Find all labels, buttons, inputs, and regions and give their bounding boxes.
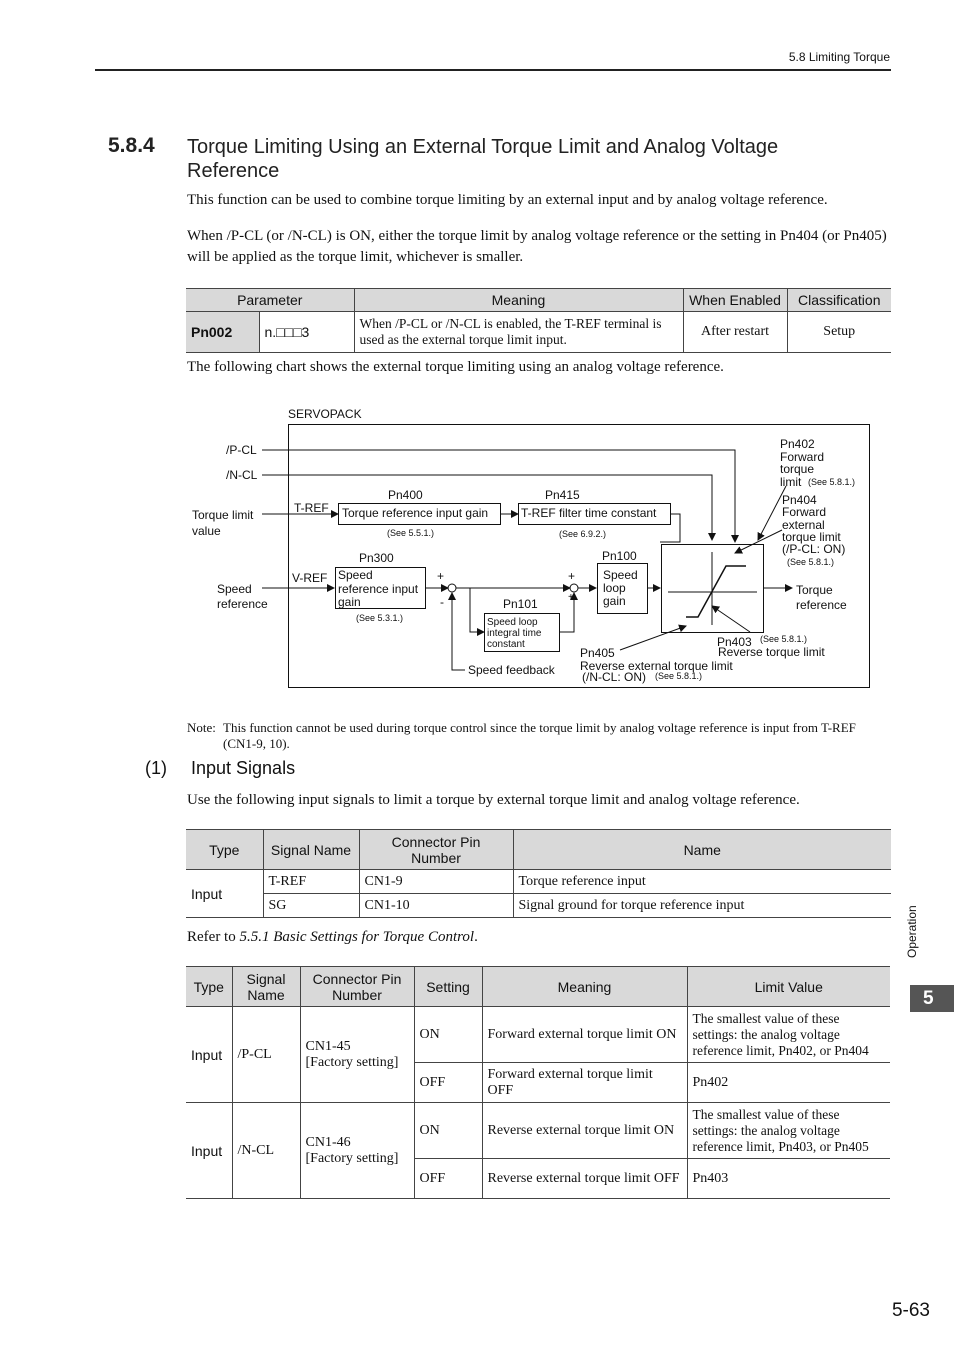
limit-setting: ON — [414, 1103, 482, 1159]
running-header: 5.8 Limiting Torque — [788, 50, 890, 64]
pn402-text-3: limit — [780, 475, 802, 489]
pn402-text-2: torque — [780, 462, 815, 476]
col-header-parameter: Parameter — [186, 289, 354, 312]
pn300-see: (See 5.3.1.) — [356, 613, 404, 623]
pn400-block-text: Torque reference input gain — [342, 506, 489, 520]
limit-pin-cell — [300, 1007, 414, 1103]
pn101-block-text-1: Speed loop — [487, 617, 538, 628]
pn100-block-text-3: gain — [603, 594, 626, 608]
signal-pin: CN1-9 — [359, 870, 513, 894]
limit-meaning: Reverse external torque limit ON — [482, 1103, 687, 1159]
col-header-signal-name: Signal Name — [263, 830, 359, 870]
limit-value: The smallest value of these settings: the analog voltage reference limit, Pn402, or Pn404 — [687, 1007, 890, 1063]
col-header-classification: Classification — [787, 289, 891, 312]
summing-junction-2 — [570, 584, 578, 592]
speed-feedback-label: Speed feedback — [468, 663, 555, 677]
limit-value: The smallest value of these settings: the analog voltage reference limit, Pn403, or Pn405 — [687, 1103, 890, 1159]
pn402-see: (See 5.8.1.) — [808, 477, 856, 487]
note-label: Note: — [187, 720, 216, 735]
limit-pin-note: [Factory setting] — [305, 1150, 399, 1166]
pn415-see: (See 6.9.2.) — [559, 529, 607, 539]
pn300-block-text-3: gain — [338, 595, 361, 609]
pn100-block-text-1: Speed — [603, 568, 638, 582]
parameter-table — [186, 288, 891, 353]
signal-name: T-REF — [263, 870, 359, 894]
pn101-block-text-3: constant — [487, 639, 525, 650]
limit-type: Input — [186, 1103, 232, 1199]
chapter-tab: 5 — [910, 985, 954, 1012]
signal-desc: Torque reference input — [513, 870, 891, 894]
pn404-text-4: (/P-CL: ON) — [782, 542, 846, 556]
pn404-see: (See 5.8.1.) — [787, 557, 835, 567]
pn405-text: Reverse external torque limit — [580, 659, 733, 673]
col-header-type: Type — [186, 967, 232, 1007]
pn400-see: (See 5.5.1.) — [387, 528, 435, 538]
limit-pin-cell — [300, 1103, 414, 1199]
pn402-label: Pn402 — [780, 437, 815, 451]
refer-suffix: . — [474, 929, 478, 945]
sum1-minus: - — [440, 595, 444, 609]
limit-meaning: Forward external torque limit ON — [482, 1007, 687, 1063]
intro-paragraph-2: When /P-CL (or /N-CL) is ON, either the torque limit by analog voltage reference or the setting in Pn404 (or Pn405) will be applied as the torque limit, whichever is smaller. — [187, 228, 887, 265]
pn405-see: (See 5.8.1.) — [655, 671, 703, 681]
pn405-text-2: (/N-CL: ON) — [582, 670, 646, 684]
limit-pin: CN1-45 — [305, 1038, 351, 1054]
limit-meaning: Forward external torque limit OFF — [482, 1063, 687, 1103]
col-header-setting: Setting — [414, 967, 482, 1007]
table-row — [186, 894, 891, 918]
limit-value: Pn403 — [687, 1159, 890, 1199]
limit-type: Input — [186, 1007, 232, 1103]
limit-setting: OFF — [414, 1159, 482, 1199]
signal-pin: CN1-10 — [359, 894, 513, 918]
v-ref-label: V-REF — [292, 571, 328, 585]
limit-signal: /P-CL — [232, 1007, 300, 1103]
torque-reference-label-2: reference — [796, 598, 847, 612]
pn402-text-1: Forward — [780, 450, 825, 464]
pn403-label: Pn403 — [717, 635, 752, 649]
pn415-block-text: T-REF filter time constant — [521, 506, 657, 520]
limit-pin-note: [Factory setting] — [305, 1054, 399, 1070]
section-title: Torque Limiting Using an External Torque Limit and Analog Voltage Reference — [187, 136, 779, 182]
pn403-arrow — [712, 606, 750, 632]
limit-signal: /N-CL — [232, 1103, 300, 1199]
pn415-label: Pn415 — [545, 488, 580, 502]
torque-reference-label: Torque — [796, 583, 833, 597]
limit-meaning: Reverse external torque limit OFF — [482, 1159, 687, 1199]
servopack-label: SERVOPACK — [288, 407, 362, 421]
p-cl-label: /P-CL — [226, 443, 257, 457]
col-header-connector-pin: Connector Pin Number — [359, 830, 513, 870]
pn403-see: (See 5.8.1.) — [760, 634, 808, 644]
col-header-type: Type — [186, 830, 263, 870]
section-number: 5.8.4 — [108, 134, 155, 157]
param-when-enabled: After restart — [683, 312, 787, 353]
param-id: Pn002 — [186, 312, 259, 353]
pn404-label: Pn404 — [782, 493, 817, 507]
pn404-text-1: Forward — [782, 505, 827, 519]
col-header-meaning: Meaning — [354, 289, 683, 312]
pn405-label: Pn405 — [580, 646, 615, 660]
param-value: n.□□□3 — [259, 312, 354, 353]
integral-branch-in — [470, 588, 484, 632]
n-cl-label: /N-CL — [226, 468, 258, 482]
pn404-text-2: external — [782, 518, 825, 532]
intro-paragraph: This function can be used to combine torque limiting by an external input and by analog voltage reference. — [187, 192, 828, 208]
limit-value: Pn402 — [687, 1063, 890, 1103]
col-header-meaning: Meaning — [482, 967, 687, 1007]
pn403-text: Reverse torque limit — [718, 645, 825, 659]
t-ref-label: T-REF — [294, 501, 329, 515]
table-row — [186, 1007, 890, 1063]
summing-junction-1 — [448, 584, 456, 592]
pn300-block-text-2: reference input — [338, 582, 419, 596]
pn400-label: Pn400 — [388, 488, 423, 502]
input-signal-table — [186, 829, 891, 918]
pn100-block-text-2: loop — [603, 581, 626, 595]
refer-link[interactable]: 5.5.1 Basic Settings for Torque Control — [239, 929, 475, 945]
param-classification: Setup — [787, 312, 891, 353]
col-header-limit-value: Limit Value — [687, 967, 890, 1007]
col-header-when-enabled: When Enabled — [683, 289, 787, 312]
refer-prefix: Refer to — [187, 929, 240, 945]
sum1-plus: + — [437, 569, 445, 583]
pn404-text-3: torque limit — [782, 530, 841, 544]
limit-pin: CN1-46 — [305, 1134, 351, 1150]
header-rule — [95, 69, 891, 71]
limit-setting: ON — [414, 1007, 482, 1063]
subsection-intro: Use the following input signals to limit a torque by external torque limit and analog voltage reference. — [187, 792, 800, 808]
pn101-label: Pn101 — [503, 597, 538, 611]
pn300-label: Pn300 — [359, 551, 394, 565]
signal-desc: Signal ground for torque reference input — [513, 894, 891, 918]
table-row — [186, 870, 891, 894]
pn100-label: Pn100 — [602, 549, 637, 563]
speed-reference-label: Speed — [217, 582, 252, 596]
pn404-arrow — [735, 530, 782, 553]
pn101-block-text-2: integral time — [487, 628, 542, 639]
pn300-block-text-1: Speed — [338, 568, 373, 582]
signal-type: Input — [186, 870, 263, 918]
pn405-arrow — [620, 626, 686, 650]
torque-limit-block-diagram — [185, 400, 885, 695]
sum2-plus: + — [568, 569, 576, 583]
col-header-signal-name: Signal Name — [232, 967, 300, 1007]
subsection-title: Input Signals — [191, 758, 296, 778]
note-text: This function cannot be used during torque control since the torque limit by analog voltage reference is input from T-REF (CN1-9, 10). — [223, 720, 856, 751]
limit-setting: OFF — [414, 1063, 482, 1103]
col-header-connector-pin: Connector Pin Number — [300, 967, 414, 1007]
torque-limit-value-label: Torque limit — [192, 508, 254, 522]
torque-limit-value-label-2: value — [192, 524, 221, 538]
chapter-side-label: Operation — [905, 905, 919, 958]
refer-line — [187, 927, 892, 948]
page-number: 5-63 — [891, 1300, 930, 1321]
limit-signal-table — [186, 966, 890, 1199]
signal-name: SG — [263, 894, 359, 918]
chart-intro: The following chart shows the external torque limiting using an analog voltage reference. — [187, 359, 724, 375]
subsection-number: (1) — [145, 758, 167, 778]
sum2-plus-lower: + — [568, 592, 574, 603]
param-meaning: When /P-CL or /N-CL is enabled, the T-REF terminal is used as the external torque limit input. — [354, 312, 683, 353]
p-cl-line — [262, 450, 735, 542]
table-row — [186, 1103, 890, 1159]
speed-feedback-line — [452, 593, 465, 670]
col-header-name: Name — [513, 830, 891, 870]
speed-reference-label-2: reference — [217, 597, 268, 611]
